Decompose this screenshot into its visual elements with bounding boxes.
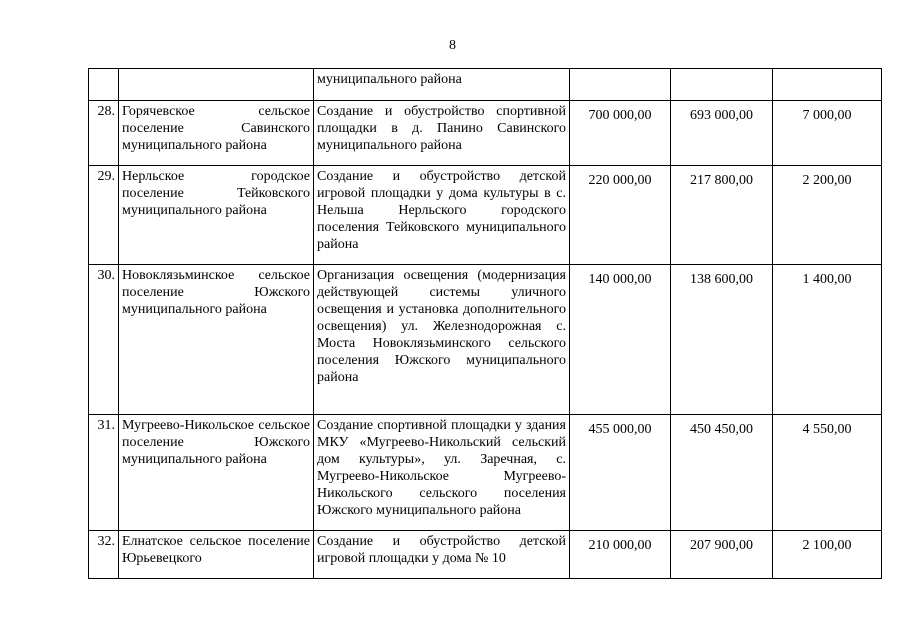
total-amount-cell	[570, 101, 671, 166]
project-description-cell: муниципального района	[314, 69, 570, 101]
total-amount: 455 000,00	[588, 422, 652, 437]
local-amount: 4 550,00	[802, 422, 852, 437]
recipient-cell: Елнатское сельское поселение Юрьевецкого	[119, 531, 314, 579]
recipient-cell: Горячевское сельское поселение Савинского муниципального района	[119, 101, 314, 166]
total-amount: 700 000,00	[588, 108, 652, 123]
recipient-cell	[119, 69, 314, 101]
regional-amount-cell	[671, 69, 773, 101]
regional-amount-cell	[671, 415, 773, 531]
row-number-cell	[89, 69, 119, 101]
table-row	[89, 531, 882, 579]
table-row	[89, 415, 882, 531]
subsidy-table	[88, 68, 882, 579]
regional-amount-cell	[671, 101, 773, 166]
local-amount-cell	[773, 101, 882, 166]
row-number-cell: 30.	[89, 265, 119, 415]
project-description-cell: Создание спортивной площадки у здания МКУ «Мугреево-Никольский сельский дом культуры», ул. Заречная, с. Мугреево-Никольское Мугреево-Никольского сельского поселения Южского муниципального района	[314, 415, 570, 531]
recipient-cell: Нерльское городское поселение Тейковского муниципального района	[119, 166, 314, 265]
local-amount-cell	[773, 531, 882, 579]
regional-amount: 450 450,00	[690, 422, 753, 437]
local-amount: 2 200,00	[802, 173, 852, 188]
row-number-cell: 32.	[89, 531, 119, 579]
regional-amount: 217 800,00	[690, 173, 753, 188]
project-description-cell: Создание и обустройство детской игровой площадки у дома культуры в с. Нельша Нерльского городского поселения Тейковского муниципального района	[314, 166, 570, 265]
local-amount-cell	[773, 265, 882, 415]
table-row	[89, 101, 882, 166]
regional-amount-cell	[671, 166, 773, 265]
table-row	[89, 265, 882, 415]
regional-amount-cell	[671, 265, 773, 415]
total-amount: 210 000,00	[588, 538, 652, 553]
regional-amount: 207 900,00	[690, 538, 753, 553]
local-amount-cell	[773, 166, 882, 265]
local-amount: 7 000,00	[802, 108, 852, 123]
total-amount-cell	[570, 69, 671, 101]
page-number: 8	[449, 38, 456, 53]
table-row-continuation	[89, 69, 882, 101]
total-amount: 220 000,00	[588, 173, 652, 188]
total-amount: 140 000,00	[588, 272, 652, 287]
local-amount: 2 100,00	[802, 538, 852, 553]
regional-amount: 693 000,00	[690, 108, 753, 123]
regional-amount-cell	[671, 531, 773, 579]
row-number-cell: 31.	[89, 415, 119, 531]
row-number-cell: 29.	[89, 166, 119, 265]
local-amount: 1 400,00	[802, 272, 852, 287]
recipient-cell: Мугреево-Никольское сельское поселение Южского муниципального района	[119, 415, 314, 531]
local-amount-cell	[773, 69, 882, 101]
recipient-cell: Новоклязьминское сельское поселение Южского муниципального района	[119, 265, 314, 415]
total-amount-cell	[570, 166, 671, 265]
table-row	[89, 166, 882, 265]
total-amount-cell	[570, 531, 671, 579]
total-amount-cell	[570, 415, 671, 531]
project-description-cell: Организация освещения (модернизация действующей системы уличного освещения и установка дополнительного освещения) ул. Железнодорожная с. Моста Новоклязьминского сельского поселения Южского муниципального района	[314, 265, 570, 415]
total-amount-cell	[570, 265, 671, 415]
regional-amount: 138 600,00	[690, 272, 753, 287]
local-amount-cell	[773, 415, 882, 531]
row-number-cell: 28.	[89, 101, 119, 166]
project-description-cell: Создание и обустройство детской игровой площадки у дома № 10	[314, 531, 570, 579]
project-description-cell: Создание и обустройство спортивной площадки в д. Панино Савинского муниципального района	[314, 101, 570, 166]
